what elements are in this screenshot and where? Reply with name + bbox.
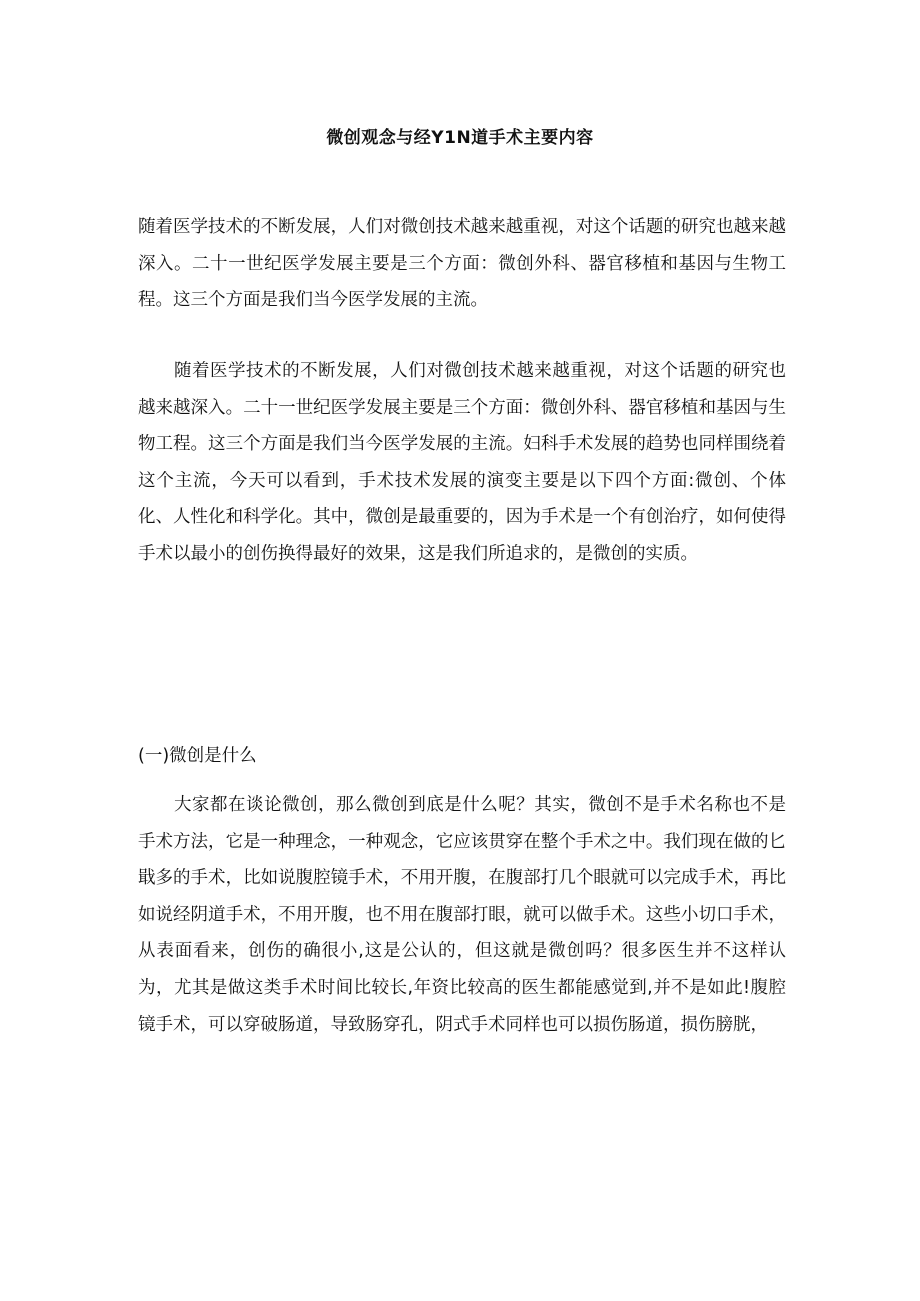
document-title: 微创观念与经Y1N道手术主要内容 (326, 128, 594, 148)
body-paragraph-definition: 大家都在谈论微创，那么微创到底是什么呢？其实，微创不是手术名称也不是手术方法，它是一种理念，一种观念，它应该贯穿在整个手术之中。我们现在做的匕戢多的手术，比如说腹腔镜手术，不用开腹，在腹部打几个眼就可以完成手术，再比如说经阴道手术，不用开腹，也不用在腹部打眼，就可以做手术。这些小切口手术，从表面看来，创伤的确很小,这是公认的，但这就是微创吗？很多医生并不这样认为，尤其是做这类手术时间比较长,年资比较高的医生都能感觉到,并不是如此!腹腔镜手术，可以穿破肠道，导致肠穿孔，阴式手术同样也可以损伤肠道，损伤膀胱， (138, 795, 786, 1035)
intro-paragraph: 随着医学技术的不断发展，人们对微创技术越来越重视，对这个话题的研究也越来越深入。二十一世纪医学发展主要是三个方面：微创外科、器官移植和基因与生物工程。这三个方面是我们当今医学发展的主流。 (138, 217, 786, 311)
body-paragraph-trends: 随着医学技术的不断发展，人们对微创技术越来越重视，对这个话题的研究也越来越深入。二十一世纪医学发展主要是三个方面：微创外科、器官移植和基因与生物工程。这三个方面是我们当今医学发展的主流。妇科手术发展的趋势也同样围绕着这个主流，今天可以看到，手术技术发展的演变主要是以下四个方面:微创、个体化、人性化和科学化。其中，微创是最重要的，因为手术是一个有创治疗，如何使得手术以最小的创伤换得最好的效果，这是我们所追求的，是微创的实质。 (138, 361, 786, 564)
section-heading: (一)微创是什么 (138, 746, 257, 766)
